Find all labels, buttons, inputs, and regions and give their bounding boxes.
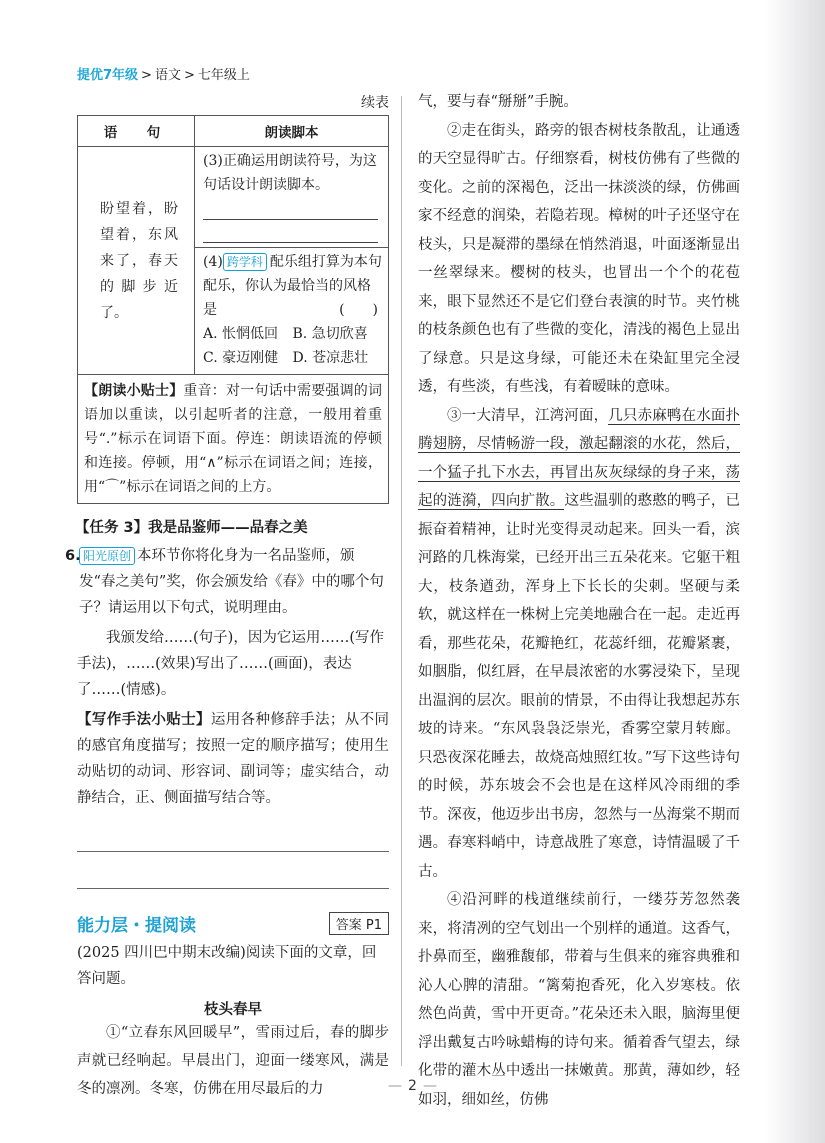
reading-script-table	[77, 115, 389, 504]
question-4-text: 配乐组打算为本句配乐，你认为最恰当的风格是	[203, 254, 382, 318]
answer-page: P1	[365, 918, 382, 933]
options-row	[203, 346, 382, 370]
article-source: (2025 四川巴中期末改编)阅读下面的文章，回答问题。	[77, 945, 377, 987]
table-header-sentence: 语 句	[78, 116, 195, 147]
question-6-number: 6.	[65, 548, 81, 564]
question-6-text: 本环节你将化身为一名品鉴师，颁发“春之美句”奖，你会颁发给《春》中的哪个句子？请运用以下句式，说明理由。	[79, 548, 384, 616]
question-4-cell	[195, 248, 389, 375]
breadcrumb-separator: >	[141, 68, 152, 83]
option-a[interactable]: A. 怅惘低回	[203, 326, 279, 342]
question-3-cell	[195, 147, 389, 248]
table-sentence-cell: 盼望着，盼望着，东风来了，春天的脚步近了。	[78, 147, 195, 375]
option-b[interactable]: B. 急切欣喜	[292, 326, 368, 342]
breadcrumb-brand[interactable]: 提优7年级	[77, 68, 139, 83]
paragraph-3-underlined: 几只赤麻鸭在水面扑腾翅膀，尽情畅游一段，激起翻滚的水花，然后，一个猛子扎下水去，再冒出灰灰绿绿的身子来，荡起的涟漪，四向扩散。	[418, 407, 741, 509]
writing-tip-title: 【写作手法小贴士】	[77, 712, 211, 728]
article-paragraph-3	[418, 402, 740, 887]
continued-label: 续表	[361, 95, 389, 111]
original-question-tag: 阳光原创	[79, 547, 135, 565]
breadcrumb-grade[interactable]: 七年级上	[197, 68, 250, 83]
page-number: — 2 —	[388, 1078, 437, 1094]
reading-tip-text: 重音：对一句话中需要强调的词语加以重读，以引起听者的注意，一般用着重号“.”标示在词语下面。停连：朗读语流的停顿和连接。停顿，用“∧”标示在词语之间；连接，用“⌒”标示在词语之间的上方。	[84, 383, 383, 495]
reading-tip-cell	[78, 375, 389, 504]
reading-tip-title: 【朗读小贴士】	[84, 383, 184, 399]
answer-reference[interactable]	[329, 912, 389, 935]
answer-line[interactable]	[77, 858, 389, 889]
breadcrumb	[77, 64, 250, 83]
answer-blank-line[interactable]	[203, 220, 378, 243]
writing-tip-text: 运用各种修辞手法；从不同的感官角度描写；按照一定的顺序描写；使用生动贴切的动词、形容词、副词等；虚实结合，动静结合，正、侧面描写结合等。	[77, 712, 389, 806]
sentence-template: 我颁发给……(句子)，因为它运用……(写作手法)，……(效果)写出了……(画面)，表达了……(情感)。	[77, 630, 384, 698]
left-column	[65, 92, 389, 1103]
section-header	[77, 911, 389, 936]
breadcrumb-subject[interactable]: 语文	[154, 68, 181, 83]
answer-line[interactable]	[77, 821, 389, 852]
options-row	[203, 322, 382, 346]
answer-blank-line[interactable]	[203, 197, 378, 220]
article-paragraph-1-continued: 气，要与春“掰掰”手腕。	[418, 94, 578, 110]
article-paragraph-2: ②走在街头，路旁的银杏树枝条散乱，让通透的天空显得旷古。仔细察看，树枝仿佛有了些微的变化。之前的深褐色，泛出一抹淡淡的绿，仿佛画家不经意的润染，若隐若现。樟树的叶子还坚守在枝头，只是凝滞的墨绿在悄然消退，叶面逐渐显出一丝翠绿来。樱树的枝头，也冒出一个个的花苞来，眼下显然还不是它们登台表演的时节。夹竹桃的枝条颜色也有了些微的变化，清浅的褐色上显出了绿意。只是这身绿，可能还未在染缸里完全浸透，有些淡，有些浅，有着暧昧的意味。	[418, 122, 740, 395]
task-3-heading: 【任务 3】我是品鉴师——品春之美	[75, 520, 308, 536]
cross-discipline-tag: 跨学科	[223, 253, 267, 271]
question-6	[65, 543, 389, 621]
table-header-script: 朗读脚本	[195, 116, 389, 147]
option-c[interactable]: C. 豪迈刚健	[203, 350, 279, 366]
page-edge-shadow	[765, 0, 825, 1143]
answer-paren-blank[interactable]: ( )	[339, 302, 378, 318]
question-4-number: (4)	[203, 254, 223, 270]
option-d[interactable]: D. 苍凉悲壮	[292, 350, 369, 366]
paragraph-3-rest: 这些温驯的憨憨的鸭子，已振奋着精神，让时光变得灵动起来。回头一看，滨河路的几株海棠，已经开出三五朵花来。它躯干粗大，枝条遒劲，浑身上下长长的尖刺。坚硬与柔软，就这样在一株树上完美地融合在一起。走近再看，那些花朵，花瓣艳红，花蕊纤细，花瓣紧裹，如胭脂，似红唇，在早晨浓密的水雾浸染下，呈现出温润的层次。眼前的情景，不由得让我想起苏东坡的诗来。“东风袅袅泛崇光，香雾空蒙月转廊。只恐夜深花睡去，故烧高烛照红妆。”写下这些诗句的时候，苏东坡会不会也是在这样风冷雨细的季节。深夜，他迈步出书房，忽然与一丛海棠不期而遇。春寒料峭中，诗意战胜了寒意，诗情温暖了千古。	[418, 493, 741, 880]
article-paragraph-1: ①“立春东风回暖早”，雪雨过后，春的脚步声就已经响起。早晨出门，迎面一缕寒风，满是冬的凛冽。冬寒，仿佛在用尽最后的力	[77, 1025, 389, 1097]
section-title: 能力层・提阅读	[77, 916, 196, 936]
column-divider	[401, 96, 402, 1066]
question-3-text: (3)正确运用朗读符号，为这句话设计朗读脚本。	[203, 153, 377, 193]
answer-label: 答案	[335, 918, 362, 933]
writing-tip	[77, 707, 389, 811]
breadcrumb-separator: >	[183, 68, 195, 83]
article-paragraph-4: ④沿河畔的栈道继续前行，一缕芬芳忽然袭来，将清冽的空气划出一个别样的通道。这香气，扑鼻而至，幽雅馥郁，带着与生俱来的雍容典雅和沁人心脾的清甜。“篱菊抱香死，化入岁寒枝。依然色尚黄，雪中开更奇。”花朵还未入眼，脑海里便浮出戴复古吟咏蜡梅的诗句来。循着香气望去，绿化带的灌木丛中透出一抹嫩黄。那黄，薄如纱，轻如羽，细如丝，仿佛	[418, 892, 740, 1108]
article-title: 枝头春早	[204, 1002, 262, 1018]
paragraph-3-opening: ③一大清早，江湾河面，	[447, 407, 609, 424]
page-number-value: 2	[408, 1078, 417, 1094]
right-column	[418, 88, 740, 1114]
